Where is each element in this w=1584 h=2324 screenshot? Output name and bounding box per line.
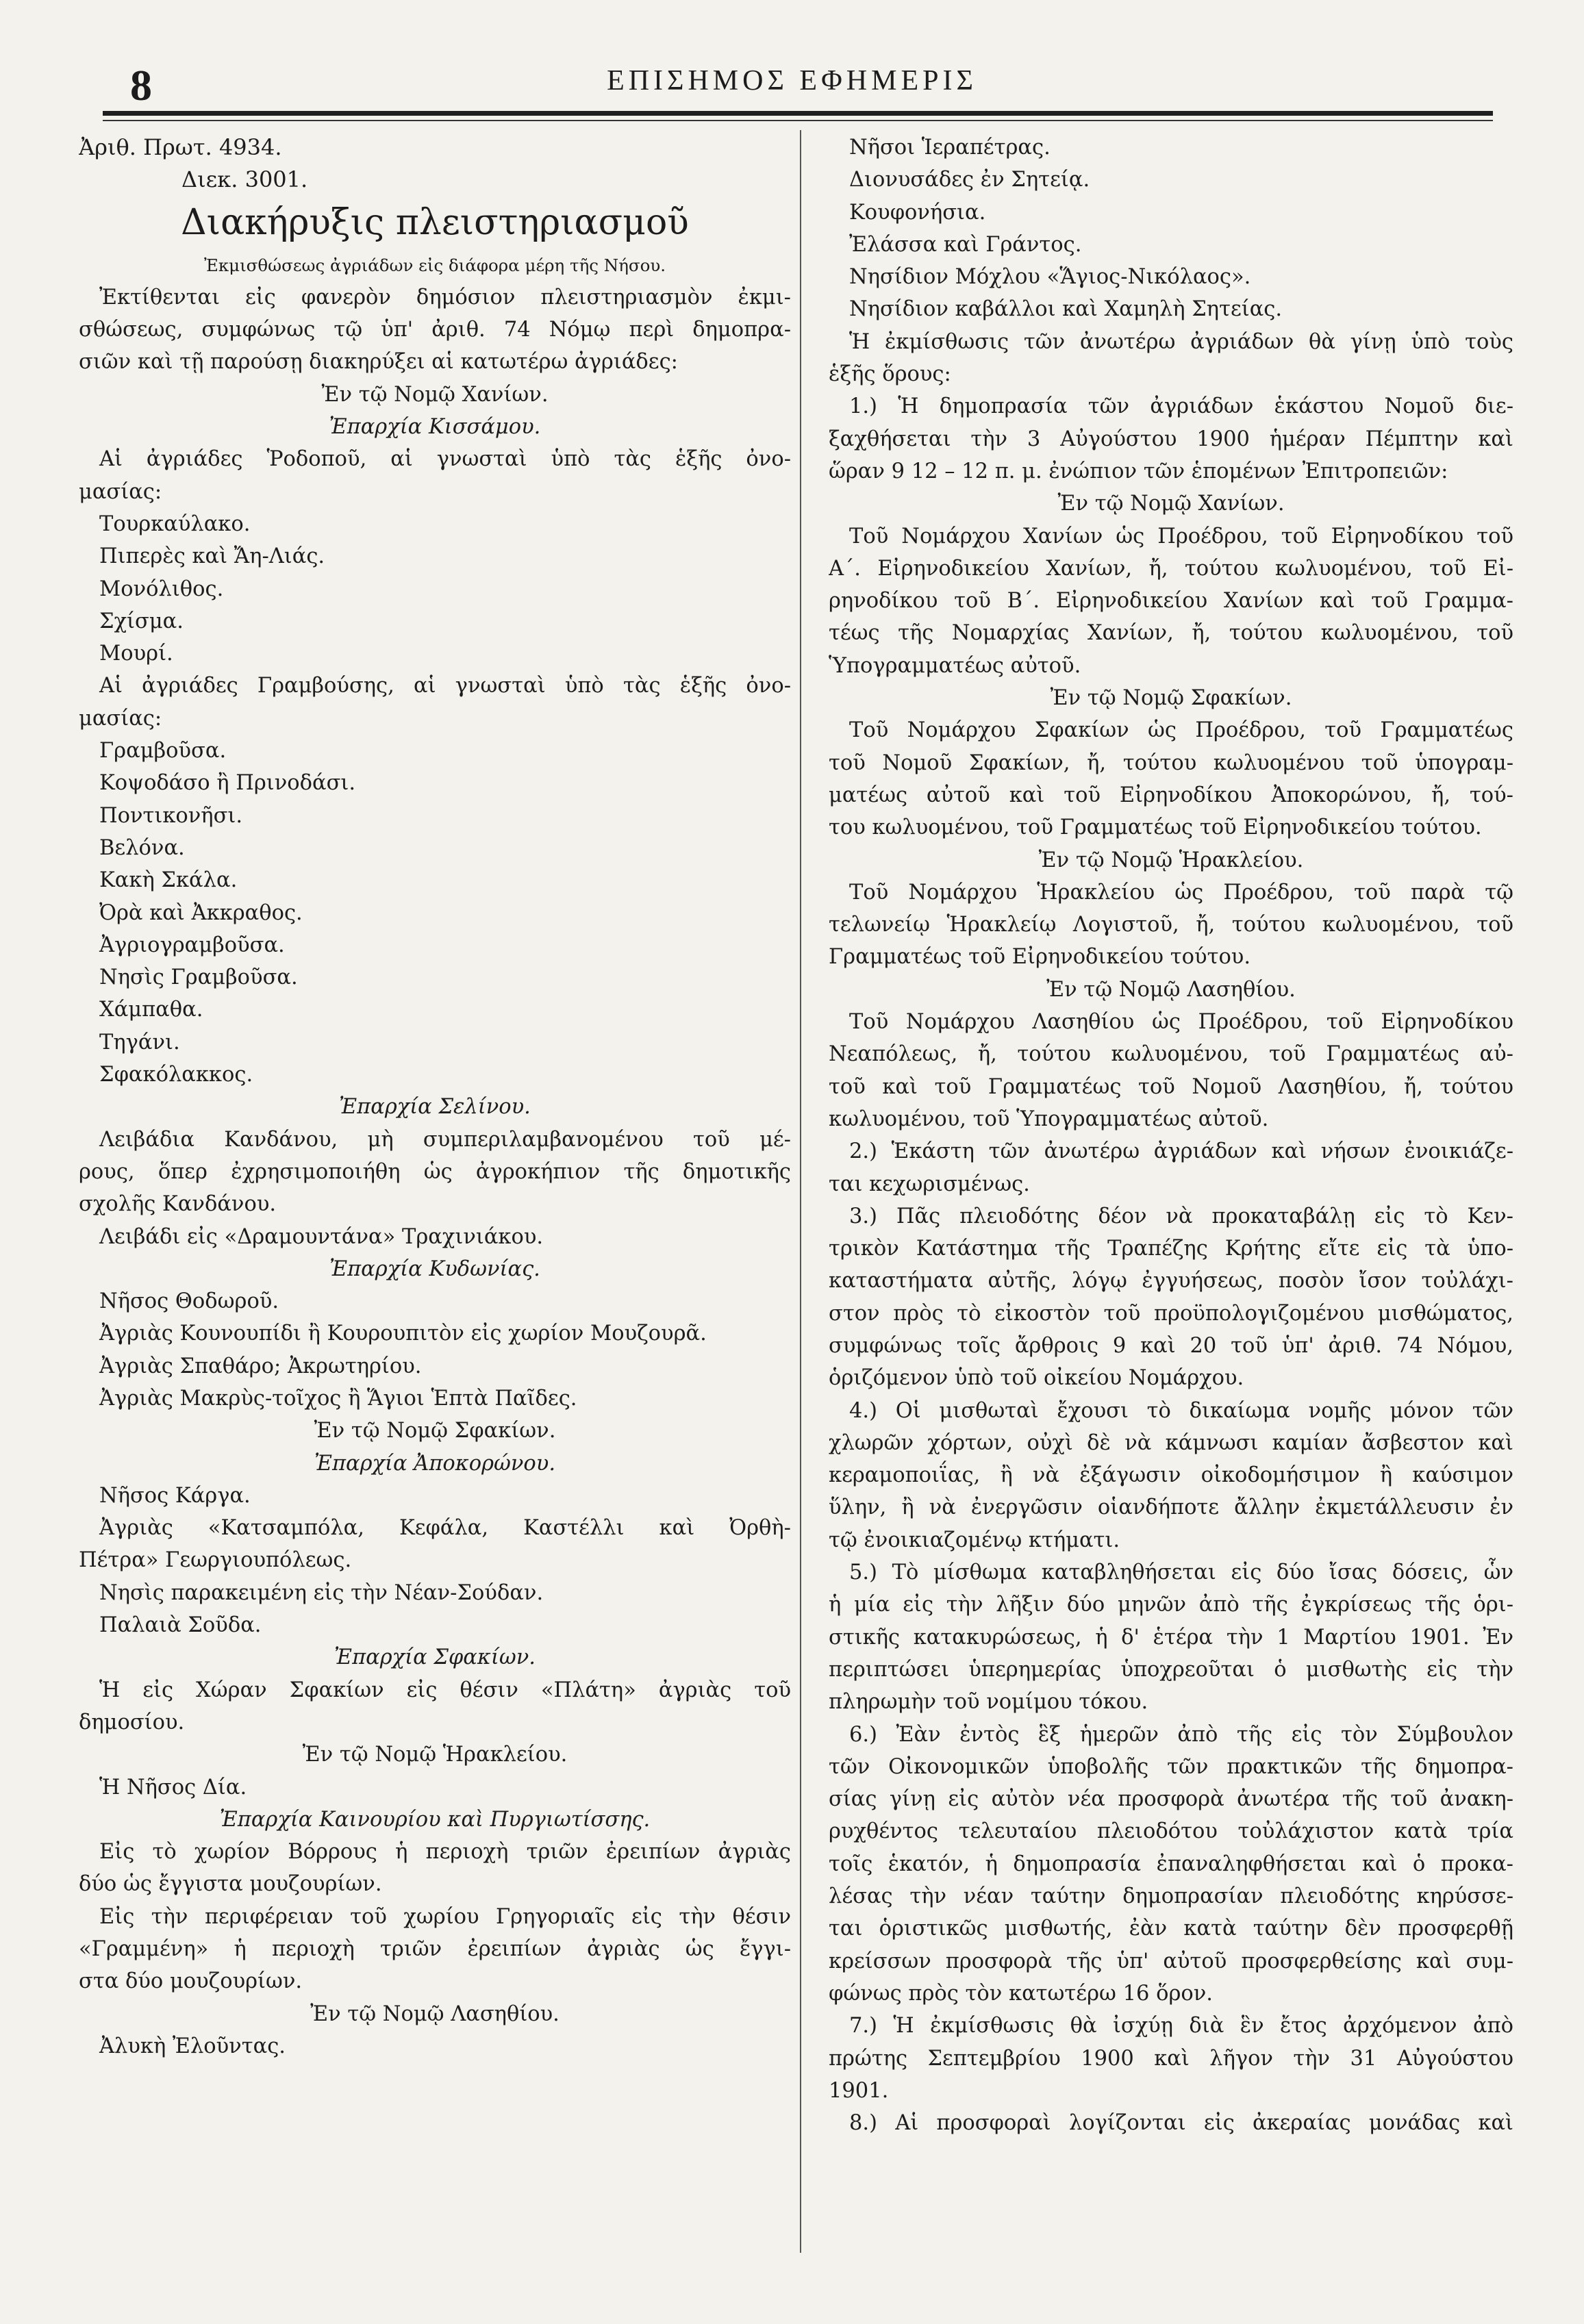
text-line: καταστήματα αὐτῆς, λόγῳ ἐγγυήσεως, ποσὸν ἴσον τοὐλάχι- [829, 1269, 1513, 1293]
text-line: Ἐν τῷ Νομῷ Λασηθίου. [310, 2001, 560, 2026]
text-line: του κωλυομένου, τοῦ Γραμματέως τοῦ Εἰρηνοδικείου τούτου. [829, 816, 1482, 840]
text-line: Ἡ ἐκμίσθωσις τῶν ἀνωτέρω ἀγριάδων θὰ γίνῃ ὑπὸ τοὺς [849, 329, 1513, 354]
text-line: 7.) Ἡ ἐκμίσθωσις θὰ ἰσχύῃ διὰ ἓν ἔτος ἀρχόμενον ἀπὸ [849, 2014, 1513, 2038]
text-line: Ἀγριὰς Κουνουπίδι ἢ Κουρουπιτὸν εἰς χωρίον Μουζουρᾶ. [99, 1322, 707, 1346]
text-line: τοῦ καὶ τοῦ Γραμματέως τοῦ Νομοῦ Λασηθίου, ἤ, τούτου [829, 1074, 1513, 1099]
text-line: Ἀριθ. Πρωτ. 4934. [79, 134, 282, 160]
gazette-title: ΕΠΙΣΗΜΟΣ ΕΦΗΜΕΡΙΣ [607, 65, 977, 97]
page-number: 8 [130, 61, 152, 110]
text-line: Γραμβοῦσα. [99, 739, 227, 763]
text-line: ται ὁριστικῶς μισθωτής, ἐὰν κατὰ ταύτην δὲν προσφερθῇ [829, 1917, 1513, 1941]
text-line: Λειβάδια Κανδάνου, μὴ συμπεριλαμβανομένου τοῦ μέ- [99, 1127, 791, 1152]
text-line: Ἡ Νῆσος Δία. [99, 1775, 247, 1799]
text-line: Νησίδιον Μόχλου «Ἅγιος-Νικόλαος». [849, 265, 1251, 290]
text-line: Εἰς τὴν περιφέρειαν τοῦ χωρίου Γρηγοριαῖς εἰς τὴν θέσιν [99, 1904, 791, 1929]
text-line: Ὑπογραμματέως αὐτοῦ. [829, 653, 1081, 678]
text-line: Ἐπαρχία Κισσάμου. [329, 415, 541, 440]
text-line: λέσας τὴν νέαν ταύτην δημοπρασίαν πλειοδότης κηρύσσε- [829, 1884, 1513, 1909]
text-line: Ἡ εἰς Χώραν Σφακίων εἰς θέσιν «Πλάτη» ἀγριὰς τοῦ [99, 1678, 791, 1702]
text-line: Μουρί. [99, 642, 173, 666]
text-line: δύο ὡς ἔγγιστα μουζουρίων. [79, 1872, 382, 1897]
text-line: 4.) Οἱ μισθωταὶ ἔχουσι τὸ δικαίωμα νομῆς μόνον τῶν [849, 1398, 1513, 1423]
header-rule-thin [103, 120, 1493, 121]
text-line: μασίας: [79, 706, 162, 731]
text-line: ἡ μία εἰς τὴν λῆξιν δύο μηνῶν ἀπὸ τῆς ἐγκρίσεως τῆς ὁρι- [829, 1593, 1513, 1617]
text-line: Κακὴ Σκάλα. [99, 868, 238, 893]
text-line: Κουφονήσια. [849, 200, 986, 225]
text-line: Νῆσοι Ἱεραπέτρας. [849, 136, 1051, 160]
text-line: Διακήρυξις πλειστηριασμοῦ [181, 201, 689, 243]
text-line: τοῦ Νομοῦ Σφακίων, ἤ, τούτου κωλυομένου τοῦ ὑπογραμ- [829, 750, 1513, 775]
text-line: Γραμματέως τοῦ Εἰρηνοδικείου τούτου. [829, 945, 1251, 970]
text-line: ρυχθέντος τελευταίου πλειοδότου τοὐλάχιστον κατὰ τρία [829, 1819, 1513, 1844]
text-line: σχολῆς Κανδάνου. [79, 1192, 277, 1217]
text-line: ματέως αὐτοῦ καὶ τοῦ Εἰρηνοδίκου Ἀποκορώνου, ἤ, τού- [829, 783, 1513, 807]
text-line: κωλυομένου, τοῦ Ὑπογραμματέως αὐτοῦ. [829, 1107, 1269, 1131]
text-line: Α΄. Εἰρηνοδικείου Χανίων, ἤ, τούτου κωλυομένου, τοῦ Εἰ- [829, 556, 1513, 581]
text-line: Νησὶς Γραμβοῦσα. [99, 965, 298, 990]
text-line: Ἐπαρχία Ἀποκορώνου. [314, 1451, 556, 1476]
text-line: Ἐπαρχία Καινουρίου καὶ Πυργιωτίσσης. [219, 1807, 651, 1832]
right-column [829, 131, 1513, 2139]
text-line: ὁριζόμενον ὑπὸ τοῦ οἰκείου Νομάρχου. [829, 1366, 1244, 1391]
text-line: Ποντικονῆσι. [99, 803, 243, 828]
text-line: Τοῦ Νομάρχου Χανίων ὡς Προέδρου, τοῦ Εἰρηνοδίκου τοῦ [849, 524, 1513, 548]
text-line: ται κεχωρισμένως. [829, 1172, 1030, 1196]
text-line: Τοῦ Νομάρχου Σφακίων ὡς Προέδρου, τοῦ Γραμματέως [849, 718, 1513, 743]
text-line: Ἐν τῷ Νομῷ Σφακίων. [1050, 686, 1292, 711]
text-line: κεραμοποιΐας, ἢ νὰ ἐξάγωσιν οἰκοδομήσιμον ἢ καύσιμον [829, 1463, 1513, 1488]
text-line: Ὀρὰ καὶ Ἀκκραθος. [99, 900, 303, 925]
text-line: Κοψοδάσο ἢ Πρινοδάσι. [99, 771, 356, 796]
text-line: Εἰς τὸ χωρίον Βόρρους ἡ περιοχὴ τριῶν ἐρειπίων ἀγριὰς [99, 1840, 791, 1865]
text-line: Ἐν τῷ Νομῷ Ἡρακλείου. [1038, 848, 1304, 872]
text-line: ἑξῆς ὅρους: [829, 362, 951, 387]
text-line: Αἱ ἀγριάδες Γραμβούσης, αἱ γνωσταὶ ὑπὸ τὰς ἑξῆς ὀνο- [99, 674, 791, 698]
text-line: Λειβάδι εἰς «Δραμουντάνα» Τραχινιάκου. [99, 1224, 544, 1249]
text-line: Αἱ ἀγριάδες Ῥοδοποῦ, αἱ γνωσταὶ ὑπὸ τὰς ἑξῆς ὀνο- [99, 447, 791, 472]
text-line: στα δύο μουζουρίων. [79, 1969, 303, 1994]
text-line: Ἀγριογραμβοῦσα. [99, 933, 285, 957]
text-line: Πέτρα» Γεωργιουπόλεως. [79, 1548, 352, 1573]
text-line: κρείσσων προσφορὰ τῆς ὑπ' αὐτοῦ προσφερθείσης καὶ συμ- [829, 1949, 1513, 1973]
text-line: Νησὶς παρακειμένη εἰς τὴν Νέαν-Σούδαν. [99, 1580, 544, 1605]
text-line: Ἐπαρχία Σελίνου. [339, 1095, 531, 1120]
text-line: Ἐν τῷ Νομῷ Λασηθίου. [1046, 977, 1296, 1002]
text-line: δημοσίου. [79, 1710, 185, 1734]
text-line: Ἀλυκὴ Ἐλοῦντας. [99, 2034, 286, 2058]
text-line: πληρωμὴν τοῦ νομίμου τόκου. [829, 1690, 1148, 1715]
text-line: Ἀγριὰς Μακρὺς-τοῖχος ἢ Ἅγιοι Ἑπτὰ Παῖδες. [99, 1386, 577, 1411]
text-line: μασίας: [79, 479, 162, 504]
text-line: Ἐν τῷ Νομῷ Χανίων. [1057, 492, 1285, 516]
text-line: στον πρὸς τὸ εἰκοστὸν τοῦ προϋπολογιζομένου μισθώματος, [829, 1301, 1513, 1326]
text-line: τῶν Οἰκονομικῶν ὑποβολῆς τῶν πρακτικῶν τῆς δημοπρα- [829, 1754, 1513, 1779]
text-line: Τοῦ Νομάρχου Λασηθίου ὡς Προέδρου, τοῦ Εἰρηνοδίκου [849, 1010, 1513, 1035]
text-line: τρικὸν Κατάστημα τῆς Τραπέζης Κρήτης εἴτε εἰς τὰ ὑπο- [829, 1237, 1513, 1261]
text-line: ὕλην, ἢ νὰ ἐνεργῶσιν οἱανδήποτε ἄλλην ἐκμετάλλευσιν ἐν [829, 1495, 1513, 1520]
text-line: Ἐν τῷ Νομῷ Χανίων. [321, 382, 549, 407]
text-line: τῷ ἐνοικιαζομένῳ κτήματι. [829, 1528, 1120, 1552]
left-column [79, 131, 791, 2062]
text-line: Μονόλιθος. [99, 577, 224, 601]
text-line: Τηγάνι. [99, 1030, 180, 1054]
text-line: σιῶν καὶ τῇ παρούσῃ διακηρύξει αἱ κατωτέρω ἀγριάδες: [79, 350, 678, 375]
text-line: Ἐν τῷ Νομῷ Σφακίων. [314, 1419, 556, 1443]
text-line: ὥραν 9 12 – 12 π. μ. ἐνώπιον τῶν ἑπομένων Ἐπιτροπειῶν: [829, 459, 1448, 483]
text-line: Παλαιὰ Σοῦδα. [99, 1613, 262, 1638]
text-line: Βελόνα. [99, 835, 185, 860]
text-line: 8.) Αἱ προσφοραὶ λογίζονται εἰς ἀκεραίας μονάδας καὶ [849, 2111, 1513, 2136]
text-line: τέως τῆς Νομαρχίας Χανίων, ἤ, τούτου κωλυομένου, τοῦ [829, 621, 1513, 646]
text-line: περιπτώσει ὑπερημερίας ὑποχρεοῦται ὁ μισθωτὴς εἰς τὴν [829, 1657, 1513, 1682]
text-line: Σχίσμα. [99, 609, 184, 633]
text-line: Διονυσάδες ἐν Σητείᾳ. [849, 168, 1090, 192]
text-line: ρηνοδίκου τοῦ Β΄. Εἰρηνοδικείου Χανίων καὶ τοῦ Γραμμα- [829, 589, 1513, 614]
text-line: «Γραμμένη» ἡ περιοχὴ τριῶν ἐρειπίων ἀγριὰς ὡς ἔγγι- [79, 1937, 791, 1962]
text-line: πρώτης Σεπτεμβρίου 1900 καὶ λῆγον τὴν 31 Αὐγούστου [829, 2046, 1513, 2071]
text-line: Σφακόλακκος. [99, 1063, 253, 1087]
text-line: 6.) Ἐὰν ἐντὸς ἓξ ἡμερῶν ἀπὸ τῆς εἰς τὸν Σύμβουλον [849, 1722, 1513, 1747]
text-line: σθώσεως, συμφώνως τῷ ὑπ' ἀριθ. 74 Νόμῳ περὶ δημοπρα- [79, 318, 791, 342]
text-line: Ἐν τῷ Νομῷ Ἡρακλείου. [302, 1743, 568, 1767]
text-line: στικῆς κατακυρώσεως, ἡ δ' ἑτέρα τὴν 1 Μαρτίου 1901. Ἐν [829, 1625, 1513, 1650]
text-line: σίας γίνῃ εἰς αὐτὸν νέα προσφορὰ ἀνωτέρα τῆς τοῦ ἀνακη- [829, 1787, 1513, 1812]
text-line: Χάμπαθα. [99, 998, 203, 1022]
text-line: Νεαπόλεως, ἤ, τούτου κωλυομένου, τοῦ Γραμματέως αὐ- [829, 1042, 1513, 1067]
text-line: Ἀγριὰς Σπαθάρο; Ἀκρωτηρίου. [99, 1354, 422, 1378]
text-line: 5.) Τὸ μίσθωμα καταβληθήσεται εἰς δύο ἴσας δόσεις, ὧν [849, 1561, 1513, 1585]
text-line: Ἐλάσσα καὶ Γράντος. [849, 232, 1082, 257]
text-line: ξαχθήσεται τὴν 3 Αὐγούστου 1900 ἡμέραν Πέμπτην καὶ [829, 427, 1513, 451]
text-line: Πιπερὲς καὶ Ἄη-Λιάς. [99, 544, 325, 569]
text-line: ρους, ὅπερ ἐχρησιμοποιήθη ὡς ἀγροκήπιον τῆς δημοτικῆς [79, 1159, 791, 1184]
text-line: 2.) Ἑκάστη τῶν ἀνωτέρω ἀγριάδων καὶ νήσων ἐνοικιάζε- [849, 1139, 1513, 1164]
text-line: Ἀγριὰς «Κατσαμπόλα, Κεφάλα, Καστέλλι καὶ Ὀρθὴ- [99, 1516, 791, 1541]
text-line: 1901. [829, 2078, 889, 2103]
text-line: Διεκ. 3001. [181, 166, 308, 193]
text-line: συμφώνως τοῖς ἄρθροις 9 καὶ 20 τοῦ ὑπ' ἀριθ. 74 Νόμου, [829, 1333, 1513, 1358]
text-line: χλωρῶν χόρτων, οὐχὶ δὲ νὰ κάμνωσι καμίαν ἄσβεστον καὶ [829, 1430, 1513, 1455]
text-line: 3.) Πᾶς πλειοδότης δέον νὰ προκαταβάλῃ εἰς τὸ Κεν- [849, 1204, 1513, 1228]
text-line: Νῆσος Θοδωροῦ. [99, 1289, 279, 1314]
text-line: Τοῦ Νομάρχου Ἡρακλείου ὡς Προέδρου, τοῦ παρὰ τῷ [849, 880, 1513, 905]
text-line: Τουρκαύλακο. [99, 511, 251, 536]
text-line: Ἐκτίθενται εἰς φανερὸν δημόσιον πλειστηριασμὸν ἐκμι- [99, 285, 791, 310]
text-line: φώνως πρὸς τὸν κατωτέρω 16 ὅρον. [829, 1981, 1213, 2006]
column-divider [800, 130, 801, 2253]
text-line: Ἐπαρχία Σφακίων. [334, 1645, 536, 1670]
text-line: τελωνείῳ Ἡρακλείῳ Λογιστοῦ, ἤ, τούτου κωλυομένου, τοῦ [829, 913, 1513, 937]
text-line: 1.) Ἡ δημοπρασία τῶν ἀγριάδων ἑκάστου Νομοῦ διε- [849, 394, 1513, 419]
header-rule-thick [103, 111, 1493, 116]
text-line: Ἐπαρχία Κυδωνίας. [329, 1256, 540, 1281]
text-line: Ἐκμισθώσεως ἀγριάδων εἰς διάφορα μέρη τῆς Νήσου. [203, 255, 666, 275]
text-line: Νῆσος Κάργα. [99, 1483, 251, 1508]
text-line: Νησίδιον καβάλλοι καὶ Χαμηλὴ Σητείας. [849, 297, 1283, 322]
text-line: τοῖς ἑκατόν, ἡ δημοπρασία ἐπαναληφθήσεται καὶ ὁ προκα- [829, 1852, 1513, 1876]
